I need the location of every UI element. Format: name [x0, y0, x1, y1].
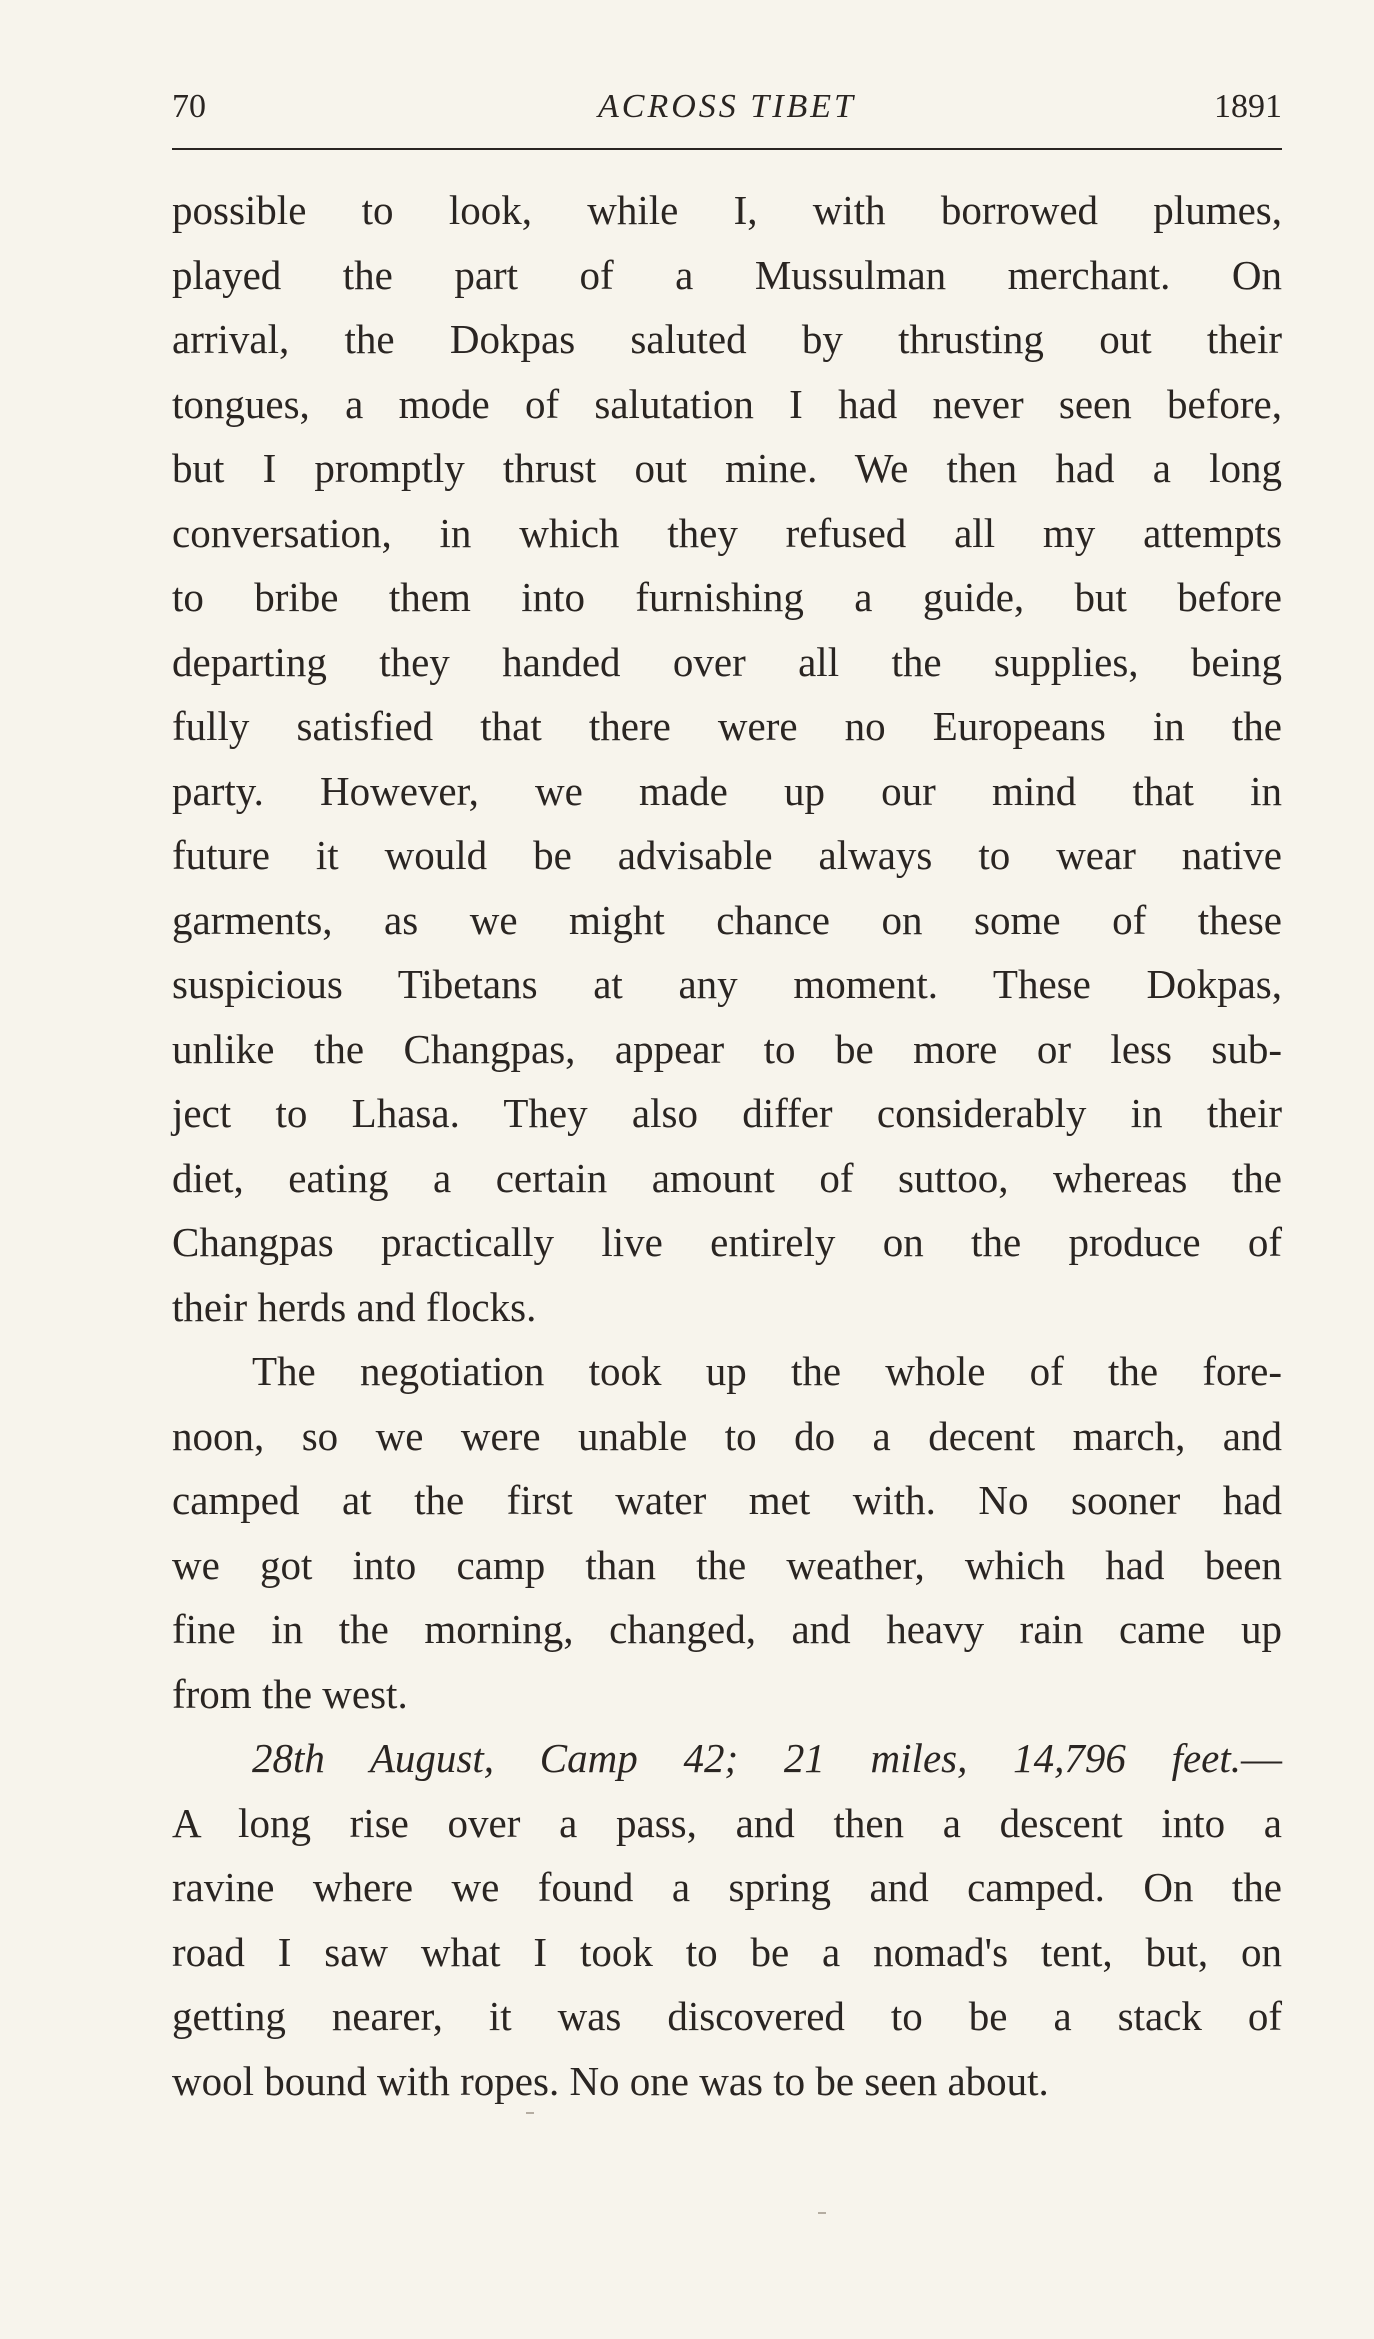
text-line: party. However, we made up our mind that in [172, 767, 1282, 814]
text-line: fully satisfied that there were no Europeans in the [172, 703, 1282, 749]
text-line: from the west. [172, 1670, 408, 1717]
text-line: road I saw what I took to be a nomad's tent, but, on [172, 1928, 1282, 1975]
header-year: 1891 [1214, 88, 1282, 125]
paper-speck [818, 2212, 826, 2214]
running-title: ACROSS TIBET [598, 88, 856, 125]
text-line: conversation, in which they refused all my attempts [172, 509, 1282, 556]
text-line: departing they handed over all the supplies, being [172, 638, 1282, 685]
text-line: wool bound with ropes. No one was to be seen about. [172, 2057, 1049, 2104]
entry-heading: 28th August, Camp 42; 21 miles, 14,796 feet. [252, 1735, 1241, 1781]
text-line: diet, eating a certain amount of suttoo, whereas the [172, 1154, 1282, 1201]
text-line: but I promptly thrust out mine. We then had a long [172, 445, 1282, 491]
paragraph-1 [172, 178, 1282, 1339]
text-line: garments, as we might chance on some of these [172, 896, 1282, 943]
body-text [172, 178, 1282, 2113]
text-line: we got into camp than the weather, which had been [172, 1541, 1282, 1588]
text-line: fine in the morning, changed, and heavy rain came up [172, 1606, 1282, 1652]
text-line: possible to look, while I, with borrowed plumes, [172, 187, 1282, 233]
text-line: to bribe them into furnishing a guide, but before [172, 574, 1282, 620]
text-line: ject to Lhasa. They also differ considerably in their [172, 1090, 1282, 1136]
text-line: arrival, the Dokpas saluted by thrusting out their [172, 316, 1282, 362]
text-line: their herds and flocks. [172, 1283, 537, 1330]
em-dash: — [1241, 1735, 1282, 1781]
text-line: ravine where we found a spring and camped. On the [172, 1864, 1282, 1910]
text-line: unlike the Changpas, appear to be more or less sub- [172, 1025, 1282, 1072]
entry-heading-line [172, 1726, 1282, 1791]
text-line: suspicious Tibetans at any moment. These Dokpas, [172, 961, 1282, 1007]
text-line: Changpas practically live entirely on the produce of [172, 1219, 1282, 1265]
running-header [172, 88, 1282, 148]
text-line: future it would be advisable always to wear native [172, 832, 1282, 878]
paper-speck [526, 2112, 534, 2114]
text-line: tongues, a mode of salutation I had never seen before, [172, 380, 1282, 427]
paragraph-3 [172, 1726, 1282, 2113]
text-line: noon, so we were unable to do a decent march, and [172, 1412, 1282, 1459]
text-line: The negotiation took up the whole of the fore- [252, 1348, 1282, 1394]
text-line: A long rise over a pass, and then a descent into a [172, 1799, 1282, 1846]
text-line: getting nearer, it was discovered to be a stack of [172, 1993, 1282, 2039]
text-line: camped at the first water met with. No sooner had [172, 1477, 1282, 1523]
page-number: 70 [172, 88, 206, 125]
text-line: played the part of a Mussulman merchant. On [172, 251, 1282, 298]
paragraph-2 [172, 1339, 1282, 1726]
header-rule [172, 148, 1282, 150]
